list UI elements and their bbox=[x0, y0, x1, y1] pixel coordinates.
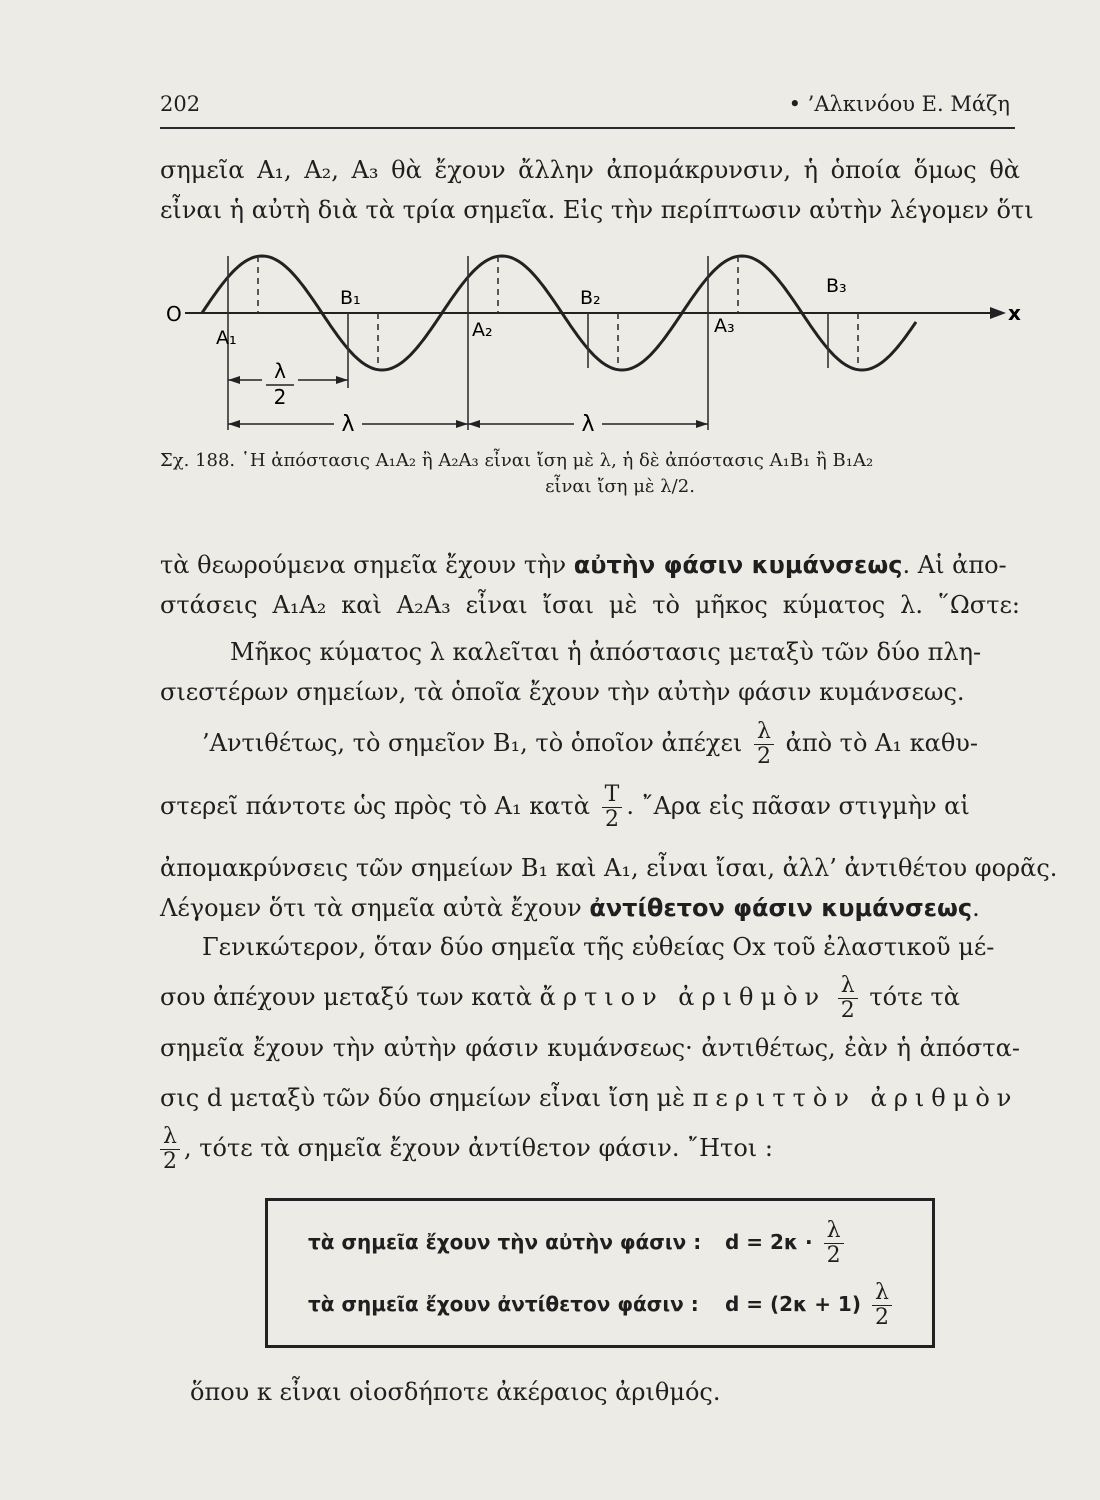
opposite-paragraph bbox=[160, 718, 1020, 832]
fraction-lambda-2 bbox=[838, 974, 858, 1023]
formula-label-same: τὰ σημεῖα ἔχουν τὴν αὐτὴν φάσιν : bbox=[308, 1230, 702, 1254]
formula-label-opposite: τὰ σημεῖα ἔχουν ἀντίθετον φάσιν : bbox=[308, 1292, 699, 1316]
figure-caption bbox=[160, 448, 1020, 500]
guide-lines bbox=[228, 256, 858, 430]
lambda-arrow-2 bbox=[456, 420, 468, 428]
intro-line-2: εἶναι ἡ αὐτὴ διὰ τὰ τρία σημεῖα. Εἰς τὴν περίπτωσιν αὐτὴν λέγομεν ὅτι bbox=[160, 196, 1034, 224]
caption-line-1: Σχ. 188. ῾Η ἀπόστασις A₁A₂ ἢ A₂A₃ εἶναι ἴση μὲ λ, ἡ δὲ ἀπόστασις A₁B₁ ἢ B₁A₂ bbox=[160, 450, 874, 471]
half-lambda-arrow-left bbox=[228, 376, 240, 384]
bold-term-same-phase: αὐτὴν φάσιν κυμάνσεως bbox=[573, 551, 903, 579]
half-lambda-num: λ bbox=[274, 359, 286, 383]
frac-num: λ bbox=[840, 973, 855, 998]
page-number: 202 bbox=[160, 92, 201, 116]
frac-den: 2 bbox=[838, 998, 858, 1023]
body-line-p7 bbox=[160, 972, 1020, 1023]
frac-num: λ bbox=[874, 1280, 889, 1305]
closing-line: ὅπου κ εἶναι οἱοσδήποτε ἀκέραιος ἀριθμός. bbox=[190, 1378, 721, 1406]
body-line-p4: ἀπομακρύνσεις τῶν σημείων B₁ καὶ A₁, εἶναι ἴσαι, ἀλλ’ ἀντιθέτου φορᾶς. bbox=[160, 854, 1058, 882]
label-a2: A₂ bbox=[472, 319, 493, 341]
lambda-label-2: λ bbox=[581, 412, 595, 437]
bold-term-opposite-phase: ἀντίθετον φάσιν κυμάνσεως bbox=[589, 894, 973, 922]
label-a3: A₃ bbox=[714, 315, 735, 337]
half-lambda-arrow-right bbox=[336, 376, 348, 384]
frac-num: λ bbox=[163, 1124, 177, 1149]
fraction-lambda-2 bbox=[754, 720, 774, 769]
lambda-label-1: λ bbox=[341, 412, 355, 437]
body-line-p3 bbox=[160, 781, 1020, 832]
text-run: σου ἀπέχουν μεταξύ των κατὰ bbox=[160, 983, 532, 1011]
label-b2: B₂ bbox=[580, 287, 601, 309]
text-run: σις d μεταξὺ τῶν δύο σημείων εἶναι ἴση μὲ bbox=[160, 1084, 685, 1112]
result-paragraph bbox=[160, 848, 1058, 928]
definition-paragraph bbox=[160, 632, 1020, 712]
text-run: τότε τὰ bbox=[869, 983, 960, 1011]
fraction-t-2 bbox=[602, 783, 623, 832]
page-header bbox=[160, 92, 1010, 132]
frac-num: λ bbox=[756, 719, 771, 744]
body-line-1 bbox=[160, 545, 1020, 585]
spaced-term-odd: περιττὸν ἀριθμὸν bbox=[692, 1084, 1019, 1112]
frac-den: 2 bbox=[872, 1305, 892, 1330]
body-line-p2 bbox=[160, 718, 1020, 769]
body-line-p6: Γενικώτερον, ὅταν δύο σημεῖα τῆς εὐθείας Ox τοῦ ἐλαστικοῦ μέ- bbox=[202, 933, 995, 961]
frac-den: 2 bbox=[160, 1149, 180, 1174]
definition-line-1: Μῆκος κύματος λ καλεῖται ἡ ἀπόστασις μεταξὺ τῶν δύο πλη- bbox=[230, 638, 982, 666]
text-run: τὰ θεωρούμενα σημεῖα ἔχουν τὴν bbox=[160, 551, 567, 579]
label-b3: B₃ bbox=[826, 275, 847, 297]
frac-den: 2 bbox=[824, 1243, 844, 1268]
lambda-arrow-4 bbox=[696, 420, 708, 428]
text-run: ’Αντιθέτως, τὸ σημεῖον B₁, τὸ ὁποῖον ἀπέχει bbox=[202, 729, 743, 757]
fraction-lambda-2 bbox=[160, 1125, 180, 1174]
lambda-arrow-1 bbox=[228, 420, 240, 428]
body-line-p9 bbox=[160, 1073, 1020, 1123]
text-run: . Αἱ ἀπο- bbox=[902, 551, 1007, 579]
wave-figure bbox=[160, 228, 1030, 453]
body-line-2: στάσεις A₁A₂ καὶ A₂A₃ εἶναι ἴσαι μὲ τὸ μῆκος κύματος λ. ῞Ωστε: bbox=[160, 591, 1020, 619]
body-line-p10 bbox=[160, 1123, 1020, 1174]
lambda-arrow-3 bbox=[468, 420, 480, 428]
formula-eq-same: d = 2κ · bbox=[724, 1230, 813, 1254]
text-run: στερεῖ πάντοτε ὡς πρὸς τὸ A₁ κατὰ bbox=[160, 792, 590, 820]
text-run: , τότε τὰ σημεῖα ἔχουν ἀντίθετον φάσιν. ῎Ητοι : bbox=[184, 1134, 773, 1162]
frac-num: λ bbox=[826, 1218, 841, 1243]
formula-fraction-same bbox=[824, 1219, 844, 1268]
caption-line-2: εἶναι ἴση μὲ λ/2. bbox=[545, 476, 695, 497]
formula-same-phase bbox=[308, 1219, 848, 1268]
general-paragraph bbox=[160, 922, 1020, 1174]
phase-paragraph bbox=[160, 545, 1020, 625]
frac-den: 2 bbox=[754, 744, 774, 769]
formula-box bbox=[265, 1198, 935, 1348]
half-lambda-den: 2 bbox=[273, 385, 287, 409]
text-run: . ῎Αρα εἰς πᾶσαν στιγμὴν αἱ bbox=[626, 792, 970, 820]
text-run: Λέγομεν ὅτι τὰ σημεῖα αὐτὰ ἔχουν bbox=[160, 894, 582, 922]
axis-label: x bbox=[1008, 301, 1021, 325]
x-axis-arrow bbox=[990, 307, 1006, 319]
origin-label: O bbox=[166, 302, 182, 326]
text-run: . bbox=[972, 894, 980, 922]
frac-den: 2 bbox=[602, 807, 623, 832]
intro-line-1: σημεῖα A₁, A₂, A₃ θὰ ἔχουν ἄλλην ἀπομάκρυνσιν, ἡ ὁποία ὅμως θὰ bbox=[160, 156, 1020, 184]
definition-line-2: σιεστέρων σημείων, τὰ ὁποῖα ἔχουν τὴν αὐτὴν φάσιν κυμάνσεως. bbox=[160, 678, 965, 706]
label-b1: B₁ bbox=[340, 287, 361, 309]
frac-num: T bbox=[604, 782, 620, 807]
running-head: • ’Αλκινόου Ε. Μάζη bbox=[788, 92, 1010, 116]
spaced-term-even: ἄρτιον ἀριθμὸν bbox=[539, 983, 827, 1011]
header-rule bbox=[160, 127, 1015, 129]
label-a1: A₁ bbox=[216, 327, 237, 349]
body-line-p8: σημεῖα ἔχουν τὴν αὐτὴν φάσιν κυμάνσεως· ἀντιθέτως, ἐὰν ἡ ἀπόστα- bbox=[160, 1034, 1020, 1062]
formula-eq-opposite: d = (2κ + 1) bbox=[724, 1292, 861, 1316]
formula-opposite-phase bbox=[308, 1281, 896, 1330]
intro-paragraph bbox=[160, 150, 1034, 230]
text-run: ἀπὸ τὸ A₁ καθυ- bbox=[785, 729, 978, 757]
formula-fraction-opposite bbox=[872, 1281, 892, 1330]
